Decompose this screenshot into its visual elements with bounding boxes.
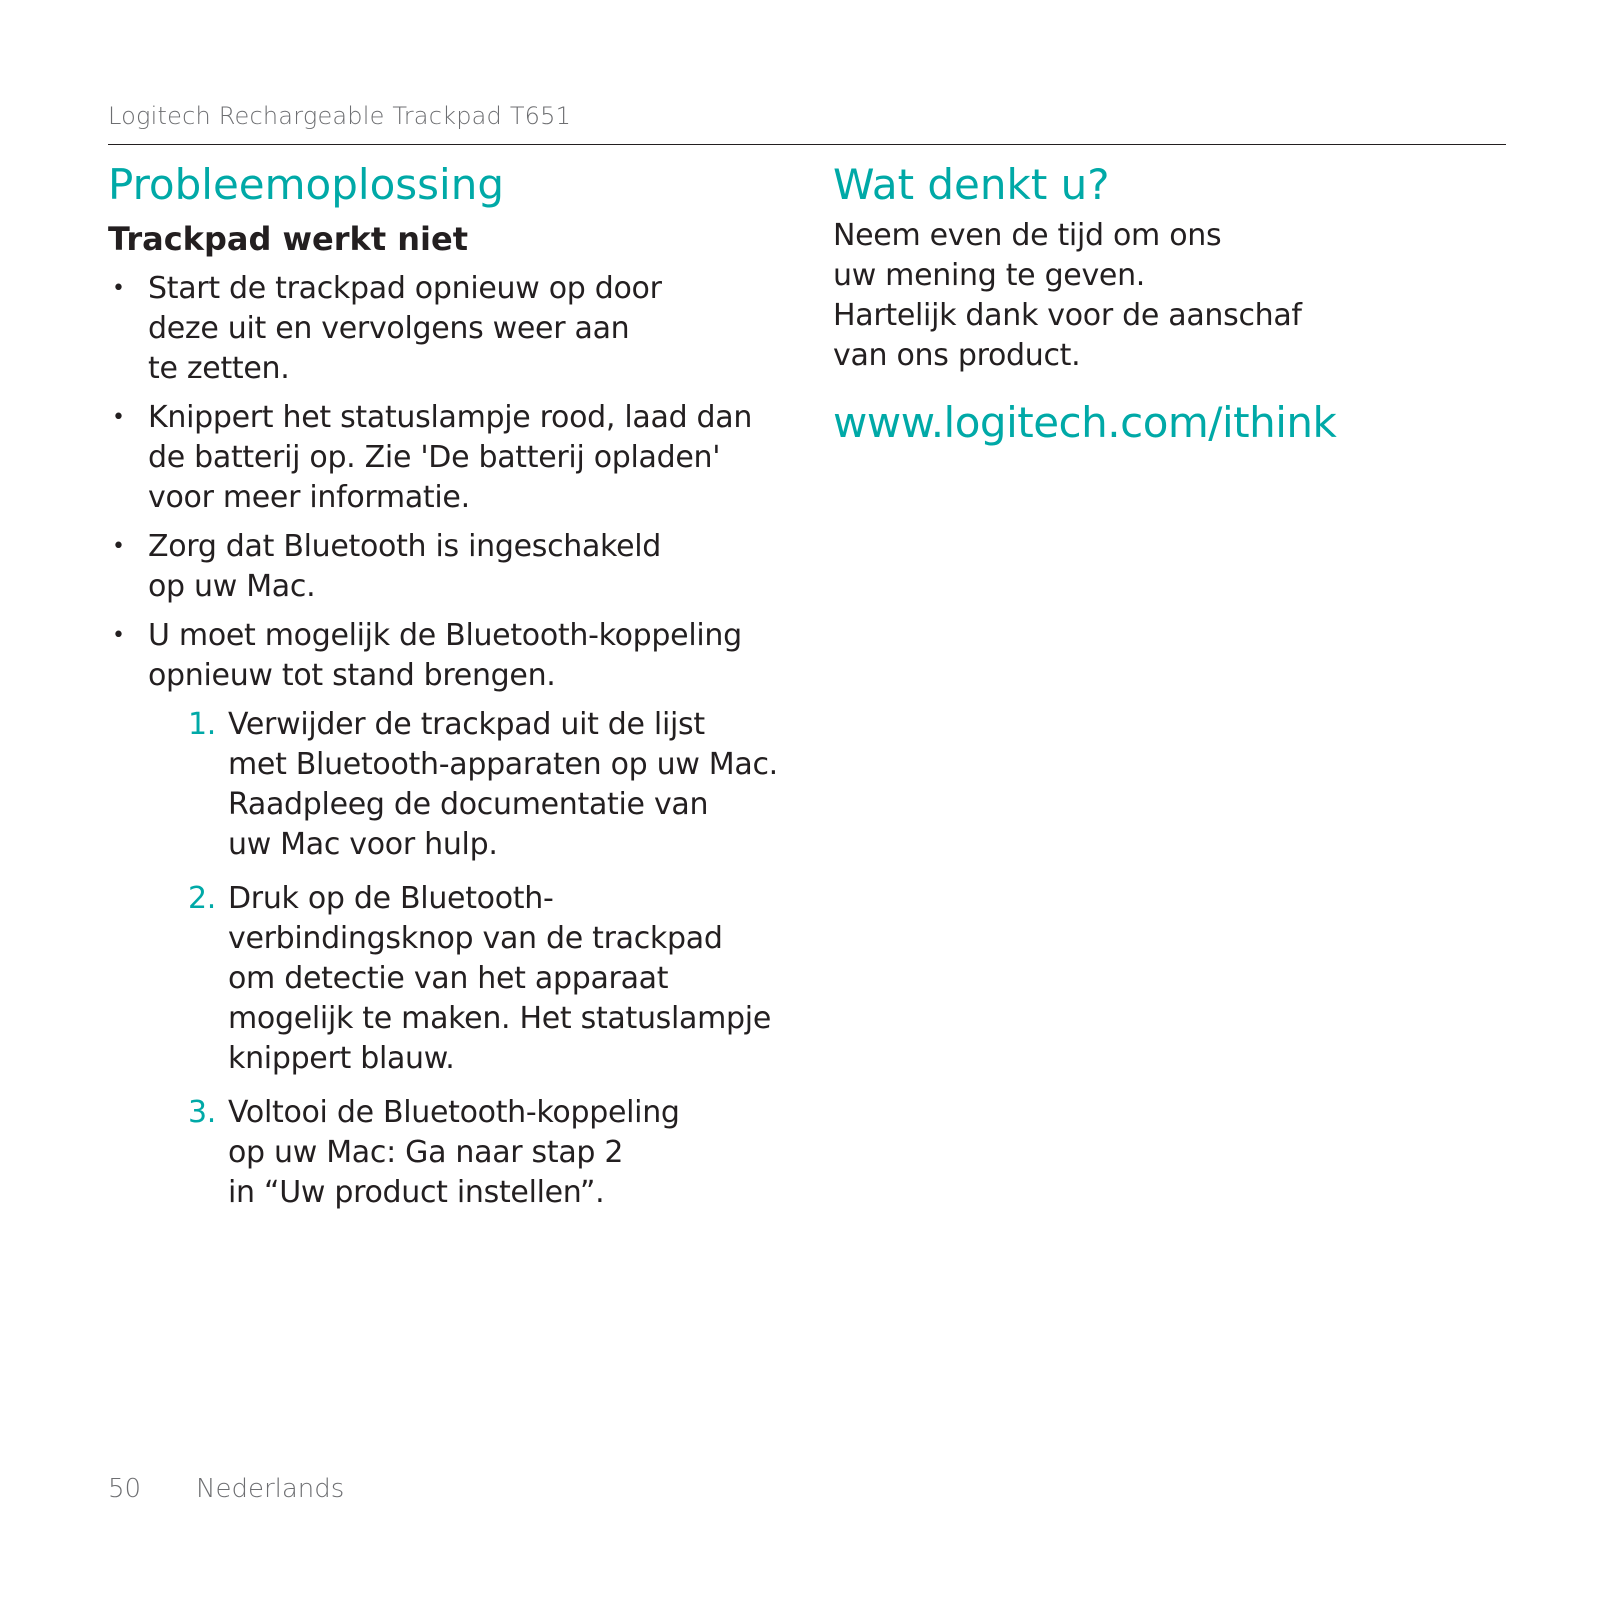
step-line: uw Mac voor hulp.	[228, 826, 498, 862]
feedback-column	[833, 160, 1473, 449]
bullet-line: op uw Mac.	[148, 568, 316, 604]
page-number: 50	[108, 1474, 142, 1504]
bullet-item	[108, 398, 798, 518]
feedback-heading: Wat denkt u?	[833, 160, 1110, 209]
troubleshooting-heading: Probleemoplossing	[108, 160, 504, 209]
trackpad-not-working-subheading: Trackpad werkt niet	[108, 220, 468, 259]
step-line: verbindingsknop van de trackpad	[228, 920, 723, 956]
feedback-line: van ons product.	[833, 338, 1081, 374]
pairing-steps-list	[188, 705, 798, 1213]
bullet-item	[108, 527, 798, 607]
step-number: 2.	[188, 880, 217, 916]
troubleshooting-bullet-list	[108, 269, 798, 1213]
step-line: knippert blauw.	[228, 1040, 455, 1076]
troubleshooting-column	[108, 160, 798, 1227]
bullet-line: deze uit en vervolgens weer aan	[148, 310, 630, 346]
feedback-url-link[interactable]: www.logitech.com/ithink	[833, 398, 1337, 448]
bullet-line: voor meer informatie.	[148, 479, 470, 515]
bullet-item	[108, 269, 798, 389]
bullet-dot-icon: •	[112, 533, 125, 559]
bullet-line: U moet mogelijk de Bluetooth-koppeling	[148, 617, 742, 653]
footer-language: Nederlands	[196, 1474, 345, 1504]
bullet-dot-icon: •	[112, 622, 125, 648]
step-line: Voltooi de Bluetooth-koppeling	[228, 1094, 680, 1130]
bullet-item	[108, 616, 798, 1213]
bullet-line: opnieuw tot stand brengen.	[148, 657, 556, 693]
step-line: Druk op de Bluetooth-	[228, 880, 554, 916]
step-number: 1.	[188, 706, 217, 742]
bullet-line: te zetten.	[148, 350, 290, 386]
bullet-dot-icon: •	[112, 275, 125, 301]
step-number: 3.	[188, 1094, 217, 1130]
step-line: mogelijk te maken. Het statuslampje	[228, 1000, 771, 1036]
document-header-title: Logitech Rechargeable Trackpad T651	[108, 102, 572, 130]
feedback-paragraph	[833, 216, 1473, 376]
step-line: Verwijder de trackpad uit de lijst	[228, 706, 705, 742]
feedback-line: uw mening te geven.	[833, 258, 1146, 294]
step-item	[188, 879, 798, 1079]
step-line: met Bluetooth-apparaten op uw Mac.	[228, 746, 778, 782]
step-item	[188, 705, 798, 865]
bullet-line: Start de trackpad opnieuw op door	[148, 270, 662, 306]
step-line: op uw Mac: Ga naar stap 2	[228, 1134, 624, 1170]
header-divider	[108, 144, 1506, 145]
step-line: om detectie van het apparaat	[228, 960, 669, 996]
step-line: Raadpleeg de documentatie van	[228, 786, 709, 822]
bullet-line: de batterij op. Zie 'De batterij opladen'	[148, 439, 721, 475]
bullet-line: Knippert het statuslampje rood, laad dan	[148, 399, 753, 435]
feedback-line: Hartelijk dank voor de aanschaf	[833, 298, 1302, 334]
bullet-dot-icon: •	[112, 404, 125, 430]
bullet-line: Zorg dat Bluetooth is ingeschakeld	[148, 528, 661, 564]
feedback-line: Neem even de tijd om ons	[833, 218, 1222, 254]
step-item	[188, 1093, 798, 1213]
step-line: in “Uw product instellen”.	[228, 1174, 605, 1210]
page-footer	[108, 1476, 344, 1502]
